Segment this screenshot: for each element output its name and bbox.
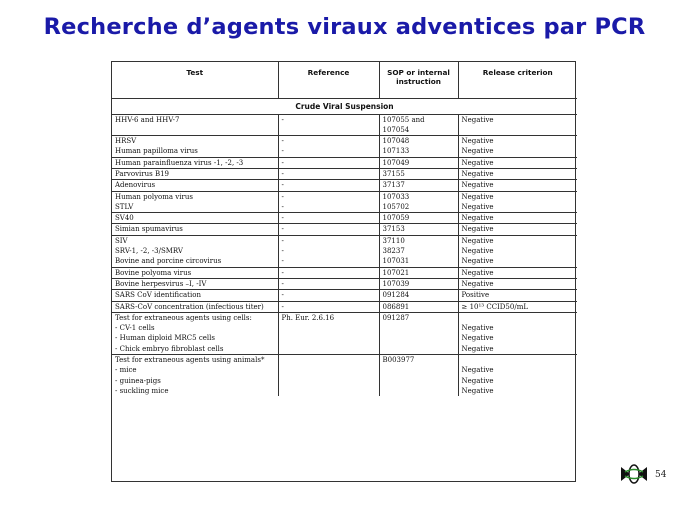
cell-reference: -	[278, 114, 379, 125]
cell-criterion: Negative	[458, 235, 577, 246]
table-row	[112, 323, 577, 333]
cell-criterion	[458, 125, 577, 136]
header-reference: Reference	[278, 62, 379, 98]
cell-sop: 105702	[379, 202, 458, 213]
cell-test: - mice	[115, 366, 137, 375]
cell-sop: 107054	[379, 125, 458, 136]
cell-sop	[379, 323, 458, 333]
table-row	[112, 136, 577, 147]
cell-reference: -	[278, 146, 379, 157]
cell-sop: 107039	[379, 278, 458, 289]
table-row	[112, 365, 577, 375]
table-row	[112, 168, 577, 179]
cell-reference: -	[278, 278, 379, 289]
cell-sop: B003977	[379, 355, 458, 366]
cell-reference: -	[278, 157, 379, 168]
cell-reference: -	[278, 168, 379, 179]
cell-sop: 107031	[379, 256, 458, 267]
cell-sop: 107049	[379, 157, 458, 168]
cell-criterion: Negative	[458, 333, 577, 343]
table-row	[112, 301, 577, 312]
table-row	[112, 267, 577, 278]
cell-test: STLV	[112, 202, 278, 213]
cell-sop: 091287	[379, 312, 458, 323]
cell-criterion	[458, 312, 577, 323]
cell-test	[112, 125, 278, 136]
table-row	[112, 146, 577, 157]
section-row	[112, 98, 577, 114]
cell-sop	[379, 344, 458, 355]
cell-reference: -	[278, 301, 379, 312]
cell-criterion: Positive	[458, 290, 577, 301]
cell-criterion: Negative	[458, 114, 577, 125]
cell-test: Bovine herpesvirus –I, -IV	[112, 278, 278, 289]
cell-test: Simian spumavirus	[112, 224, 278, 235]
cell-criterion: Negative	[458, 180, 577, 191]
cell-test: - guinea-pigs	[115, 376, 161, 385]
cell-sop: 37155	[379, 168, 458, 179]
cell-sop: 091284	[379, 290, 458, 301]
cell-criterion: Negative	[458, 168, 577, 179]
cell-reference: -	[278, 224, 379, 235]
table-row	[112, 290, 577, 301]
header-release-criterion: Release criterion	[458, 62, 577, 98]
cell-test: Adenovirus	[112, 180, 278, 191]
cell-test: SIV	[115, 236, 128, 245]
slide-title: Recherche d’agents viraux adventices par PCR	[43, 14, 646, 40]
cell-criterion: ≥ 10¹³ CCID50/mL	[458, 301, 577, 312]
cell-test: - Chick embryo fibroblast cells	[112, 344, 278, 355]
table-row	[112, 246, 577, 256]
cell-criterion: Negative	[458, 267, 577, 278]
cell-sop	[379, 376, 458, 386]
cell-sop	[379, 365, 458, 375]
cell-criterion: Negative	[458, 344, 577, 355]
table-row	[112, 256, 577, 267]
cell-test: Bovine polyoma virus	[112, 267, 278, 278]
table-row	[112, 355, 577, 366]
cell-criterion: Negative	[458, 157, 577, 168]
cell-reference	[278, 125, 379, 136]
cell-reference	[278, 344, 379, 355]
cell-criterion: Negative	[458, 365, 577, 375]
cell-test: Test for extraneous agents using animals*	[115, 356, 265, 365]
cell-reference: -	[278, 136, 379, 147]
cell-test: - CV-1 cells	[115, 324, 155, 333]
cell-reference	[278, 365, 379, 375]
header-test: Test	[112, 62, 278, 98]
cell-reference	[278, 376, 379, 386]
table-row	[112, 114, 577, 125]
cell-test: SARS CoV identification	[112, 290, 278, 301]
cell-test: - Human diploid MRC5 cells	[115, 334, 215, 343]
table-row	[112, 202, 577, 213]
cell-reference: Ph. Eur. 2.6.16	[278, 312, 379, 323]
cell-sop: 107033	[379, 191, 458, 202]
table-row	[112, 213, 577, 224]
cell-test: Test for extraneous agents using cells:	[115, 313, 252, 322]
cell-reference	[278, 323, 379, 333]
viral-agents-table	[111, 61, 576, 482]
cell-test: Parvovirus B19	[112, 168, 278, 179]
page-number: 54	[655, 470, 667, 480]
cell-sop: 107059	[379, 213, 458, 224]
cell-sop: 086891	[379, 301, 458, 312]
table-row	[112, 386, 577, 396]
cell-criterion: Negative	[458, 146, 577, 157]
cell-criterion: Negative	[458, 246, 577, 256]
table-row	[112, 235, 577, 246]
cell-test: Human papilloma virus	[112, 146, 278, 157]
cell-criterion: Negative	[458, 376, 577, 386]
cell-criterion: Negative	[458, 213, 577, 224]
cell-criterion: Negative	[458, 136, 577, 147]
table-row	[112, 376, 577, 386]
cell-sop: 107133	[379, 146, 458, 157]
cell-reference: -	[278, 191, 379, 202]
table-row	[112, 333, 577, 343]
cell-criterion: Negative	[458, 224, 577, 235]
cell-criterion	[458, 355, 577, 366]
cell-criterion: Negative	[458, 323, 577, 333]
cell-reference: -	[278, 246, 379, 256]
cell-test: SARS-CoV concentration (infectious titer)	[112, 301, 278, 312]
cell-test: HRSV	[115, 137, 137, 146]
table-row	[112, 180, 577, 191]
table-row	[112, 125, 577, 136]
cell-reference	[278, 333, 379, 343]
cell-reference	[278, 355, 379, 366]
cell-sop: 37110	[379, 235, 458, 246]
cell-reference: -	[278, 202, 379, 213]
cell-test: Human parainfluenza virus -1, -2, -3	[112, 157, 278, 168]
cell-reference: -	[278, 235, 379, 246]
cell-test: Human polyoma virus	[115, 192, 193, 201]
cell-criterion: Negative	[458, 386, 577, 396]
cell-sop: 37137	[379, 180, 458, 191]
cell-sop: 37153	[379, 224, 458, 235]
table-row	[112, 191, 577, 202]
cell-test: SV40	[112, 213, 278, 224]
logo-icon	[619, 463, 649, 485]
cell-sop	[379, 333, 458, 343]
cell-criterion: Negative	[458, 191, 577, 202]
cell-reference: -	[278, 213, 379, 224]
cell-test: HHV-6 and HHV-7	[115, 115, 180, 124]
cell-reference	[278, 386, 379, 396]
cell-reference: -	[278, 267, 379, 278]
table-row	[112, 312, 577, 323]
cell-sop: 107055 and	[379, 114, 458, 125]
cell-sop: 107048	[379, 136, 458, 147]
cell-sop: 107021	[379, 267, 458, 278]
table-header-row	[112, 62, 577, 98]
cell-criterion: Negative	[458, 202, 577, 213]
cell-test: Bovine and porcine circovirus	[112, 256, 278, 267]
header-sop: SOP or internal instruction	[379, 62, 458, 98]
table-row	[112, 157, 577, 168]
cell-reference: -	[278, 180, 379, 191]
cell-criterion: Negative	[458, 278, 577, 289]
cell-criterion: Negative	[458, 256, 577, 267]
table-row	[112, 224, 577, 235]
cell-sop	[379, 386, 458, 396]
cell-test: - suckling mice	[115, 386, 169, 395]
table-row	[112, 278, 577, 289]
table-row	[112, 344, 577, 355]
section-title: Crude Viral Suspension	[112, 98, 577, 114]
cell-sop: 38237	[379, 246, 458, 256]
cell-test: SRV-1, -2, -3/SMRV	[115, 247, 183, 256]
cell-reference: -	[278, 290, 379, 301]
cell-reference: -	[278, 256, 379, 267]
